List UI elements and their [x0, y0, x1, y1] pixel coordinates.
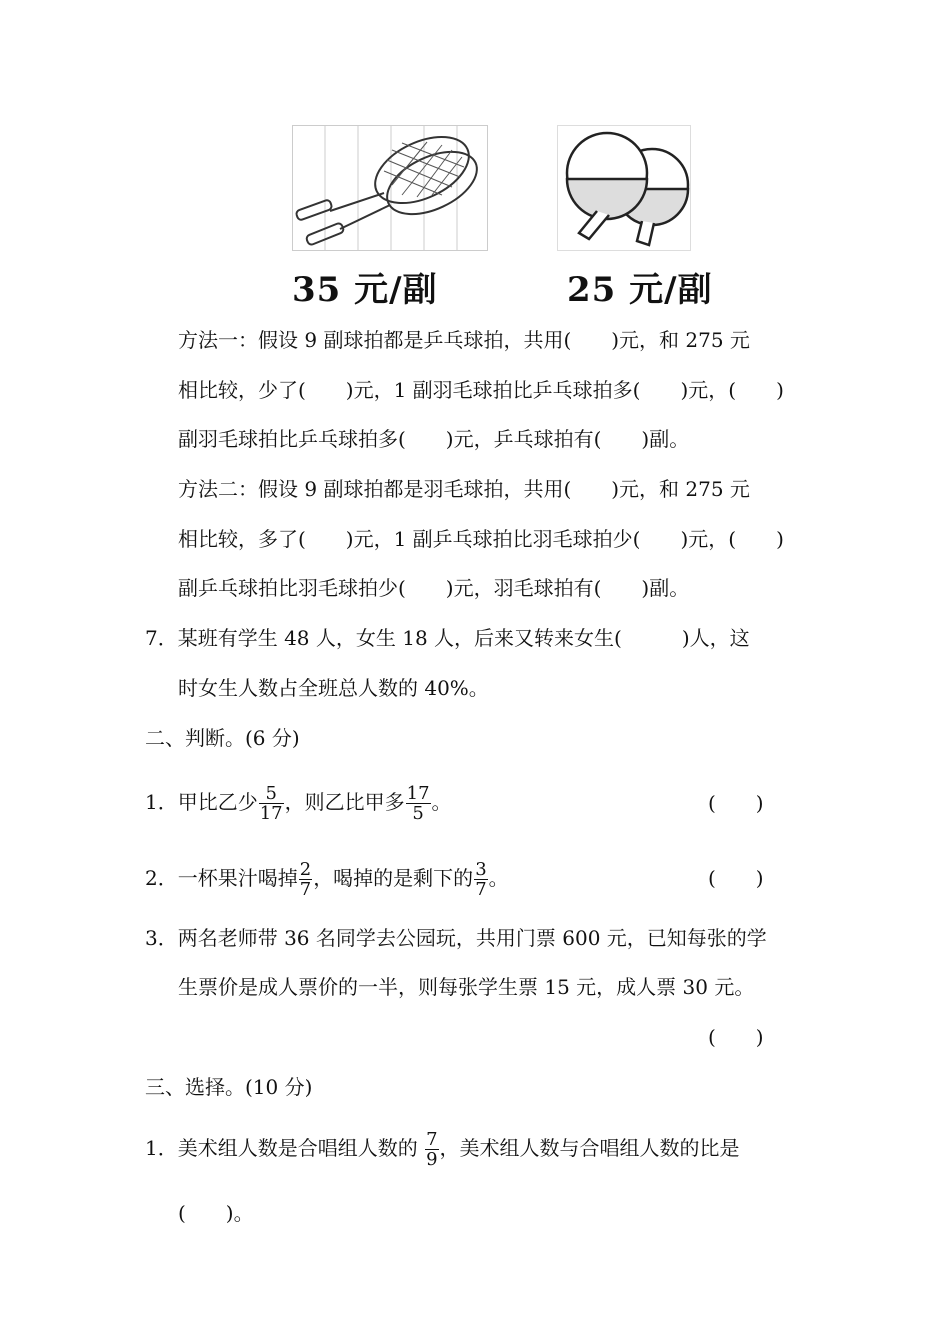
judge-q1-answer[interactable]: ( ) [708, 791, 764, 815]
choice-q1-pre: 1．美术组人数是合唱组人数的 [145, 1136, 418, 1160]
frac-num: 7 [426, 1129, 438, 1150]
judge-q1-mid: ，则乙比甲多 [284, 790, 405, 814]
method2-line1: 方法二：假设 9 副球拍都是羽毛球拍，共用( )元，和 275 元 [178, 477, 750, 501]
frac-den: 7 [299, 879, 312, 900]
q7-line2: 时女生人数占全班总人数的 40%。 [178, 676, 489, 700]
fraction-5-17 [259, 784, 284, 823]
judge-q3-line2: 生票价是成人票价的一半，则每张学生票 15 元，成人票 30 元。 [178, 975, 755, 999]
method1-line2: 相比较，少了( )元，1 副羽毛球拍比乒乓球拍多( )元，( ) [178, 378, 784, 402]
judge-q2-end: 。 [488, 866, 509, 890]
judge-q3-answer[interactable]: ( ) [708, 1025, 764, 1049]
judge-q1-pre: 1．甲比乙少 [145, 790, 258, 814]
judge-q2-pre: 2．一杯果汁喝掉 [145, 866, 298, 890]
choice-q1-answer[interactable]: ( )。 [178, 1201, 254, 1225]
method1-line3: 副羽毛球拍比乒乓球拍多( )元，乒乓球拍有( )副。 [178, 427, 690, 451]
q7-line1: 7．某班有学生 48 人，女生 18 人，后来又转来女生( )人，这 [145, 626, 750, 650]
judge-q2-mid: ，喝掉的是剩下的 [313, 866, 474, 890]
frac-num: 5 [259, 784, 284, 804]
choice-q1-post: ，美术组人数与合唱组人数的比是 [439, 1136, 740, 1160]
method2-line2: 相比较，多了( )元，1 副乒乓球拍比羽毛球拍少( )元，( ) [178, 527, 784, 551]
frac-den: 17 [259, 803, 283, 824]
frac-den: 7 [475, 879, 487, 900]
pingpong-paddles-icon [557, 125, 691, 251]
frac-num: 17 [406, 783, 430, 804]
judge-q2-answer[interactable]: ( ) [708, 866, 764, 890]
section2-title: 二、判断。(6 分) [145, 726, 300, 750]
judge-q1 [145, 784, 452, 823]
section3-title: 三、选择。(10 分) [145, 1075, 313, 1099]
judge-q1-end: 。 [431, 790, 452, 814]
judge-q3-line1: 3．两名老师带 36 名同学去公园玩，共用门票 600 元，已知每张的学 [145, 926, 767, 950]
fraction-3-7 [474, 860, 487, 899]
fraction-17-5 [406, 784, 431, 823]
badminton-price: 35 元/副 [292, 270, 438, 310]
frac-num: 2 [299, 859, 312, 880]
judge-q2 [145, 860, 509, 899]
pingpong-price: 25 元/副 [567, 270, 713, 310]
badminton-rackets-image [292, 125, 488, 251]
fraction-7-9 [425, 1130, 438, 1169]
pingpong-paddles-image [557, 125, 691, 251]
frac-num: 3 [475, 859, 487, 880]
fraction-2-7 [299, 860, 312, 899]
method2-line3: 副乒乓球拍比羽毛球拍少( )元，羽毛球拍有( )副。 [178, 576, 690, 600]
badminton-rackets-icon [292, 125, 488, 251]
method1-line1: 方法一：假设 9 副球拍都是乒乓球拍，共用( )元，和 275 元 [178, 328, 750, 352]
frac-den: 5 [412, 803, 424, 824]
choice-q1 [145, 1130, 740, 1169]
frac-den: 9 [426, 1149, 438, 1170]
